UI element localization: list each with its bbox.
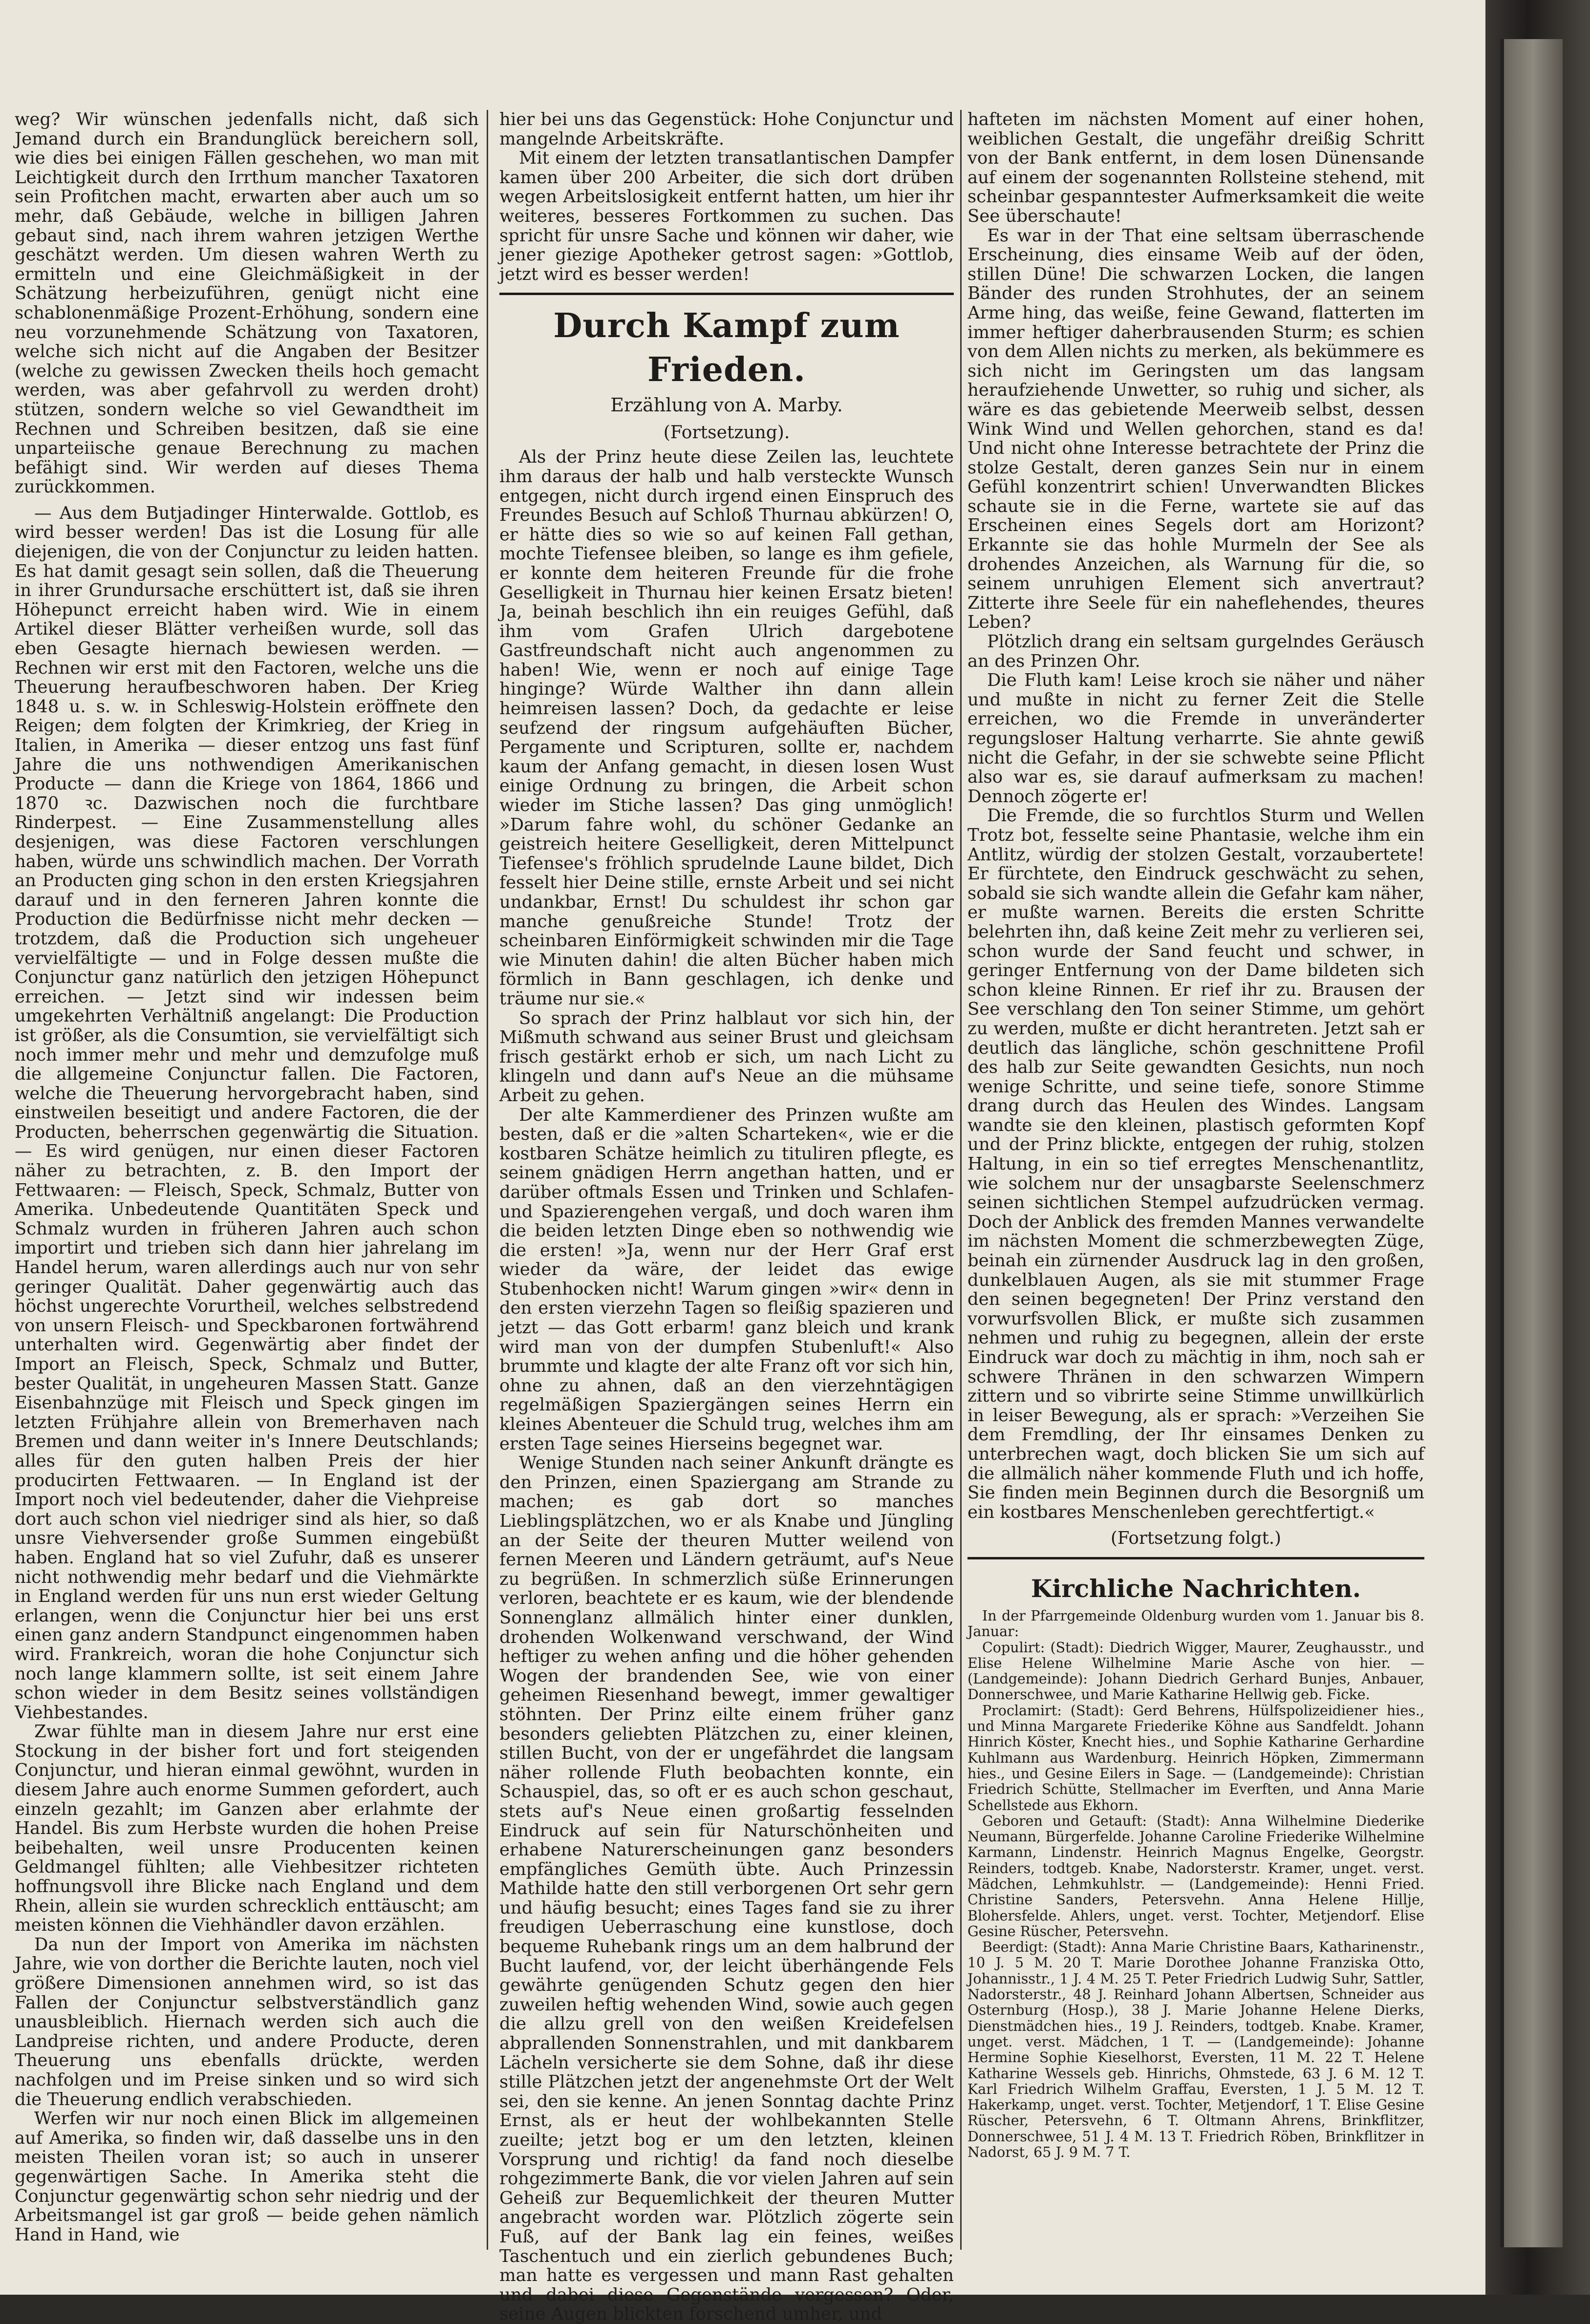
story-continuation: (Fortsetzung). — [663, 423, 790, 443]
story-title: Durch Kampf zum Frieden. — [553, 306, 900, 390]
article-paragraph: Mit einem der letzten transatlantischen Dampfer kamen über 200 Arbeiter, die sich dort drüben wegen Arbeitslosigkeit entfernt hatten, um hier ihr weiteres, besseres Fortkommen zu suchen. Das spricht für unsre Sache und können wir daher, wie jener giezige Apotheker getrost sagen: »Gottlob, jetzt wird es besser werden! — [499, 148, 954, 284]
section-divider — [967, 1557, 1424, 1559]
article-paragraph: Werfen wir nur noch einen Blick im allgemeinen auf Amerika, so finden wir, daß dasselbe uns in den meisten Theilen voran ist; so auch in unserer gegenwärtigen Sache. In Amerika steht die Conjunctur gegenwärtig schon sehr niedrig und der Arbeitsmangel ist gar groß — beide gehen nämlich Hand in Hand, wie — [15, 2109, 479, 2245]
column-middle — [499, 109, 954, 2324]
story-paragraph: Die Fremde, die so furchtlos Sturm und Wellen Trotz bot, fesselte seine Phantasie, welche ihm ein Antlitz, würdig der stolzen Gestalt, vorzaubertete! Er fürchtete, den Eindruck geschwächt zu sehen, sobald sie sich wandte allein die Gefahr kam näher, er mußte warnen. Bereits die ersten Schritte belehrten ihn, daß keine Zeit mehr zu verlieren sei, schon wurde der Sand feucht und schwer, in geringer Entfernung von der Dame bildeten sich schon kleine Rinnen. Er rief ihr zu. Brausen der See verschlang den Ton seiner Stimme, um gehört zu werden, mußte er dicht herantreten. Jetzt sah er deutlich das längliche, schön geschnittene Profil des halb zur Seite gewandten Gesichts, nun noch wenige Schritte, und seine tiefe, sonore Stimme drang durch das Heulen des Windes. Langsam wandte sie den kleinen, plastisch geformten Kopf und der Prinz blickte, entgegen der ruhig, stolzen Haltung, in ein so tief erregtes Menschenantlitz, wie solchem nur der unsagbarste Seelenschmerz seinen sichtlichen Stempel aufzudrücken vermag. Doch der Anblick des fremden Mannes verwandelte im nächsten Moment die schmerzbewegten Züge, beinah ein zürnender Ausdruck lag in den großen, dunkelblauen Augen, als sie mit stummer Frage den seinen begegneten! Der Prinz verstand den vorwurfsvollen Blick, er mußte sich zusammen nehmen und ruhig zu begegnen, allein der erste Eindruck war doch zu mächtig in ihm, noch sah er schwere Thränen in den schwarzen Wimpern zittern und so vibrirte seine Stimme unwillkürlich in leiser Bewegung, als er sprach: »Verzeihen Sie dem Fremdling, der Ihr einsames Denken zu unterbrechen wagt, doch blicken Sie um sich auf die allmälich näher kommende Fluth und ich hoffe, Sie finden mein Beginnen durch die Besorgniß um ein kostbares Menschenleben gerechtfertigt.« — [967, 806, 1424, 1522]
book-spine — [1485, 0, 1590, 2295]
article-paragraph: weg? Wir wünschen jedenfalls nicht, daß sich Jemand durch ein Brandunglück bereichern soll, wie dies bei einigen Fällen geschehen, wo man mit Leichtigkeit durch den Irrthum mancher Taxatoren sein Profitchen macht, erwarten aber auch um so mehr, daß Gebäude, welche in billigen Jahren gebaut sind, nach ihrem wahren jetzigen Werthe geschätzt werden. Um diesen wahren Werth zu ermitteln und eine Gleichmäßigkeit in der Schätzung herbeizuführen, genügt nicht eine schablonenmäßige Prozent-Erhöhung, sondern eine neu vorzunehmende Schätzung von Taxatoren, welche sich nicht auf die Angaben der Besitzer (welche zu gewissen Zwecken theils hoch gemacht werden, was aber gefahrvoll zu werden droht) stützen, sondern welche so viel Gewandtheit im Rechnen und Schreiben besitzen, daß sie eine unparteiische genaue Berechnung zu machen befähigt sind. Wir werden auf dieses Thema zurückkommen. — [15, 109, 479, 497]
article-paragraph: Zwar fühlte man in diesem Jahre nur erst eine Stockung in der bisher fort und fort steigenden Conjunctur, und hieran einmal gewöhnt, wurden in diesem Jahre auch enorme Summen gefordert, auch einzeln gezahlt; im Ganzen aber erlahmte der Handel. Bis zum Herbste wurden die hohen Preise beibehalten, weil unsre Producenten keinen Geldmangel fühlten; alle Viehbesitzer richteten hoffnungsvoll ihre Blicke nach England und dem Rhein, allein sie wurden schrecklich enttäuscht; am meisten können die Viehhändler davon erzählen. — [15, 1722, 479, 1936]
church-news-title: Kirchliche Nachrichten. — [1031, 1574, 1361, 1603]
article-paragraph: — Aus dem Butjadinger Hinterwalde. Gottlob, es wird besser werden! Das ist die Losung für alle diejenigen, die von der Conjunctur zu leiden hatten. Es hat damit gesagt sein sollen, daß die Theuerung in ihrer Grundursache erschüttert ist, daß sie ihren Höhepunct erreicht haben wird. Wie in einem Artikel dieser Blätter verheißen wurde, soll das eben Gesagte hiernach bewiesen werden. — Rechnen wir erst mit den Factoren, welche uns die Theuerung heraufbeschworen haben. Der Krieg 1848 u. s. w. in Schleswig-Holstein eröffnete den Reigen; dem folgten der Krimkrieg, der Krieg in Italien, in Amerika — dieser entzog uns fast fünf Jahre die uns nothwendigen Amerikanischen Producte — dann die Kriege von 1864, 1866 und 1870 ꝛc. Dazwischen noch die furchtbare Rinderpest. — Eine Zusammenstellung alles desjenigen, was diese Factoren verschlungen haben, würde uns schwindlich machen. Der Vorrath an Producten ging schon in den ersten Kriegsjahren darauf und in den ferneren Jahren konnte die Production die Bedürfnisse nicht mehr decken — trotzdem, daß die Production sich ungeheuer vervielfältigte — und in Folge dessen mußte die Conjunctur ganz natürlich den jetzigen Höhepunct erreichen. — Jetzt sind wir indessen beim umgekehrten Verhältniß angelangt: Die Production ist größer, als die Consumtion, sie vervielfältigt sich noch immer mehr und mehr und demzufolge muß die allgemeine Conjunctur fallen. Die Factoren, welche die Theuerung hervorgebracht haben, sind einstweilen beseitigt und andere Factoren, die der Producten, beherrschen gegenwärtig die Situation. — Es wird genügen, nur einen dieser Factoren näher zu betrachten, z. B. den Import der Fettwaaren: — Fleisch, Speck, Schmalz, Butter von Amerika. Unbedeutende Quantitäten Speck und Schmalz wurden in früheren Jahren auch schon importirt und trieben sich dann hier jahrelang im Handel herum, waren allerdings auch nur von sehr geringer Qualität. Daher gegenwärtig auch das höchst ungerechte Vorurtheil, welches selbstredend von unsern Fleisch- und Speckbaronen fortwährend unterhalten wird. Gegenwärtig aber findet der Import an Fleisch, Speck, Schmalz und Butter, bester Qualität, in ungeheuren Massen Statt. Ganze Eisenbahnzüge mit Fleisch und Speck gingen im letzten Frühjahre allein von Bremerhaven nach Bremen und dann weiter in's Innere Deutschlands; alles für den guten halben Preis der hier producirten Fettwaaren. — In England ist der Import noch viel bedeutender, daher die Viehpreise dort auch schon viel niedriger sind als hier, so daß unsre Viehversender große Summen eingebüßt haben. England hat so viel Zufuhr, daß es unserer nicht nothwendig mehr bedarf und die Viehmärkte in England werden für uns nun erst wieder Geltung erlangen, wenn die Conjunctur hier bei uns erst einen ganz andern Standpunct eingenommen haben wird. Frankreich, woran die hohe Conjunctur sich noch lange klammern sollte, ist seit einem Jahre schon wieder in dem Besitz seines vollständigen Viehbestandes. — [15, 503, 479, 1723]
page-edge — [1500, 39, 1563, 2247]
story-paragraph: hafteten im nächsten Moment auf einer hohen, weiblichen Gestalt, die ungefähr dreißig Schritt von der Bank entfernt, in dem losen Dünensande auf einem der sogenannten Rollsteine stehend, mit scheinbar gespanntester Aufmerksamkeit die weite See überschaute! — [967, 109, 1424, 226]
church-news-entry: Proclamirt: (Stadt): Gerd Behrens, Hülfspolizeidiener hies., und Minna Margarete Friederike Köhne aus Sandfeldt. Johann Hinrich Köster, Knecht hies., und Sophie Katharine Gerhardine Kuhlmann aus Wardenburg. Heinrich Höpken, Zimmermann hies., und Gesine Eilers in Sage. — (Landgemeinde): Christian Friedrich Schütte, Stellmacher im Everften, und Anna Marie Schellstede aus Ekhorn. — [967, 1702, 1424, 1813]
continuation-note: (Fortsetzung folgt.) — [1110, 1528, 1282, 1549]
story-paragraph: Die Fluth kam! Leise kroch sie näher und näher und mußte in nicht zu ferner Zeit die Stelle erreichen, wo die Fremde in unveränderter regungsloser Haltung verharrte. Sie ahnte gewiß nicht die Gefahr, in der sie schwebte seine Pflicht also war es, sie darauf aufmerksam zu machen! Dennoch zögerte er! — [967, 670, 1424, 807]
column-left — [15, 110, 479, 2250]
story-paragraph: Es war in der That eine seltsam überraschende Erscheinung, dies einsame Weib auf der öden, stillen Düne! Die schwarzen Locken, die langen Bänder des runden Strohhutes, der an seinem Arme hing, das weiße, feine Gewand, flatterten im immer heftiger daherbrausenden Sturm; es schien von dem Allen nichts zu merken, als bekümmere es sich nicht im Geringsten um das langsam heraufziehende Unwetter, so ruhig und sicher, als wäre es das gebietende Meerweib selbst, dessen Wink Wind und Wellen gehorchen, stand es da! Und nicht ohne Interesse betrachtete der Prinz die stolze Gestalt, deren ganzes Sein nur in einem Gefühl konzentrirt schien! Unverwandten Blickes schaute sie in die Ferne, wartete sie auf das Erscheinen eines Segels dort am Horizont? Erkannte sie das hohle Murmeln der See als drohendes Anzeichen, als Warnung für die, so seinem unruhigen Element sich anvertraut? Zitterte ihre Seele für ein naheflehendes, theures Leben? — [967, 225, 1424, 633]
church-news-entry: Copulirt: (Stadt): Diedrich Wigger, Maurer, Zeughausstr., und Elise Helene Wilhelmine Marie Asche von hier. — (Landgemeinde): Johann Diedrich Gerhard Bunjes, Anbauer, Donnerschwee, und Marie Katharine Hellwig geb. Ficke. — [967, 1639, 1424, 1703]
story-paragraph: Der alte Kammerdiener des Prinzen wußte am besten, daß er die »alten Scharteken«, wie er die kostbaren Schätze heimlich zu tituliren pflegte, es seinem gnädigen Herrn angethan hatten, und er darüber oftmals Essen und Trinken und Schlafen- und Spazierengehen vergaß, und doch waren ihm die beiden letzten Dinge eben so nothwendig wie die ersten! »Ja, wenn nur der Herr Graf erst wieder da wäre, der leidet das ewige Stubenhocken nicht! Warum gingen »wir« denn in den ersten vierzehn Tagen so fleißig spazieren und jetzt — das Gott erbarm! ganz bleich und krank wird man von der dumpfen Stubenluft!« Also brummte und klagte der alte Franz oft vor sich hin, ohne zu ahnen, daß an den vierzehntägigen regelmäßigen Spaziergängen seines Herrn ein kleines Abenteuer die Schuld trug, welches ihm am ersten Tage seines Hierseins begegnet war. — [499, 1105, 954, 1454]
article-paragraph: hier bei uns das Gegenstück: Hohe Conjunctur und mangelnde Arbeitskräfte. — [499, 109, 954, 149]
story-paragraph: So sprach der Prinz halblaut vor sich hin, der Mißmuth schwand aus seiner Brust und gleichsam frisch gestärkt erhob er sich, um nach Licht zu klingeln und dann auf's Neue an die mühsame Arbeit zu gehen. — [499, 1008, 954, 1106]
church-news-entry: Geboren und Getauft: (Stadt): Anna Wilhelmine Diederike Neumann, Bürgerfelde. Johanne Caroline Friederike Wilhelmine Karmann, Lindenstr. Heinrich Magnus Engelke, Georgstr. Reinders, todtgeb. Knabe, Nadorsterstr. Kramer, unget. verst. Mädchen, Lehmkuhlstr. — (Landgemeinde): Henni Fried. Christine Sanders, Petersvehn. Anna Helene Hillje, Blohersfelde. Ahlers, unget. verst. Tochter, Metjendorf. Elise Gesine Rüscher, Petersvehn. — [967, 1812, 1424, 1940]
story-paragraph: Als der Prinz heute diese Zeilen las, leuchtete ihm daraus der halb und halb versteckte Wunsch entgegen, nicht durch irgend einen Einspruch des Freundes Besuch auf Schloß Thurnau abkürzen! O, er hätte dies so wie so auf keinen Fall gethan, mochte Tiefensee bleiben, so lange es ihm gefiele, er konnte dem heiteren Freunde für die frohe Geselligkeit in Thurnau hier keinen Ersatz bieten! Ja, beinah beschlich ihn ein reuiges Gefühl, daß ihm vom Grafen Ulrich dargebotene Gastfreundschaft nicht auch angenommen zu haben! Wie, wenn er noch auf einige Tage hinginge? Würde Walther ihn dann allein heimreisen lassen? Doch, da gedachte er leise seufzend der ringsum aufgehäuften Bücher, Pergamente und Scripturen, sollte er, nachdem kaum der Anfang gemacht, in diesen losen Wust einige Ordnung zu bringen, die Arbeit schon wieder im Stiche lassen? Das ging unmöglich! »Darum fahre wohl, du schöner Gedanke an geistreich heitere Geselligkeit, deren Mittelpunct Tiefensee's fröhlich sprudelnde Laune bildet, Dich fesselt hier Deine stille, ernste Arbeit und sei nicht undankbar, Ernst! Du schuldest ihr schon gar manche genußreiche Stunde! Trotz der scheinbaren Einförmigkeit schwinden mir die Tage wie Minuten dahin! die alten Bücher haben mich förmlich in Bann geschlagen, ich denke und träume nur sie.« — [499, 447, 954, 1009]
column-divider — [960, 110, 962, 2250]
story-byline: Erzählung von A. Marby. — [610, 394, 843, 416]
church-news-entry: Beerdigt: (Stadt): Anna Marie Christine Baars, Katharinenstr., 10 J. 5 M. 20 T. Marie Dorothee Johanne Franziska Otto, Johannisstr., 1 J. 4 M. 25 T. Peter Friedrich Ludwig Suhr, Sattler, Nadorsterstr., 48 J. Reinhard Johann Albertsen, Schneider aus Osternburg (Hosp.), 38 J. Marie Johanne Helene Dierks, Dienstmädchen hies., 19 J. Reinders, todtgeb. Knabe. Kramer, unget. verst. Mädchen, 1 T. — (Landgemeinde): Johanne Hermine Sophie Kieselhorst, Eversten, 11 M. 22 T. Helene Katharine Wessels geb. Hinrichs, Ohmstede, 63 J. 6 M. 12 T. Karl Friedrich Wilhelm Graffau, Eversten, 1 J. 5 M. 12 T. Hakerkamp, unget. verst. Tochter, Metjendorf, 1 T. Elise Gesine Rüscher, Petersvehn, 6 T. Oltmann Ahrens, Brinkflitzer, Donnerschwee, 51 J. 4 M. 13 T. Friedrich Röben, Brinkflitzer in Nadorst, 65 J. 9 M. 7 T. — [967, 1939, 1424, 2161]
church-news-intro: In der Pfarrgemeinde Oldenburg wurden vom 1. Januar bis 8. Januar: — [967, 1607, 1424, 1640]
story-paragraph: Wenige Stunden nach seiner Ankunft drängte es den Prinzen, einen Spaziergang am Strande zu machen; es gab dort so manches Lieblingsplätzchen, wo er als Knabe und Jüngling an der Seite der theuren Mutter weilend von fernen Meeren und Ländern geträumt, auf's Neue zu begrüßen. In schmerzlich süße Erinnerungen verloren, beachtete er es kaum, wie der blendende Sonnenglanz allmälich hinter einer dunklen, drohenden Wolkenwand verschwand, der Wind heftiger zu wehen anfing und die höher gehenden Wogen der brandenden See, wie von einer geheimen Riesenhand bewegt, immer gewaltiger stöhnten. Der Prinz eilte einem früher ganz besonders geliebten Plätzchen zu, einer kleinen, stillen Bucht, von der er ungefährdet die langsam näher rollende Fluth beobachten konnte, ein Schauspiel, das, so oft er es auch schon geschaut, stets auf's Neue einen großartig fesselnden Eindruck auf sein für Naturschönheiten und erhabene Naturerscheinungen ganz besonders empfängliches Gemüth übte. Auch Prinzessin Mathilde hatte den still verborgenen Ort sehr gern und häufig besucht; eines Tages fand sie zu ihrer freudigen Ueberraschung eine kunstlose, doch bequeme Ruhebank rings um an dem halbrund der Bucht laufend, vor, der leicht überhängende Fels gewährte genügenden Schutz gegen den hier zuweilen heftig wehenden Wind, sowie auch gegen die allzu grell von den weißen Kreidefelsen abprallenden Sonnenstrahlen, und mit dankbarem Lächeln versicherte sie dem Sohne, daß ihr diese stille Plätzchen jetzt der angenehmste Ort der Welt sei, den sie kenne. An jenen Sonntag dachte Prinz Ernst, als er heut der wohlbekannten Stelle zueilte; jetzt bog er um den letzten, kleinen Vorsprung und richtig! da fand noch dieselbe rohgezimmerte Bank, die vor vielen Jahren auf sein Geheiß zur Bequemlichkeit der theuren Mutter angebracht worden war. Plötzlich zögerte sein Fuß, auf der Bank lag ein feines, weißes Taschentuch und ein zierlich gebundenes Buch; man hatte es vergessen und mann Rast gehalten und dabei diese Gegenstände vergessen? Oder, seine Augen blickten forschend umher, und — [499, 1453, 954, 2324]
column-divider — [487, 110, 488, 2250]
article-paragraph: Da nun der Import von Amerika im nächsten Jahre, wie von dorther die Berichte lauten, noch viel größere Dimensionen annehmen wird, so ist das Fallen der Conjunctur selbstverständlich ganz unausbleiblich. Hiernach werden sich auch die Landpreise richten, und andere Producte, deren Theuerung uns ebenfalls drückte, werden nachfolgen und im Preise sinken und so wird sich die Theuerung endlich verabschieden. — [15, 1934, 479, 2110]
column-right — [967, 110, 1424, 2250]
church-news-body — [967, 1608, 1424, 2160]
section-divider — [499, 293, 954, 295]
story-paragraph: Plötzlich drang ein seltsam gurgelndes Geräusch an des Prinzen Ohr. — [967, 632, 1424, 671]
